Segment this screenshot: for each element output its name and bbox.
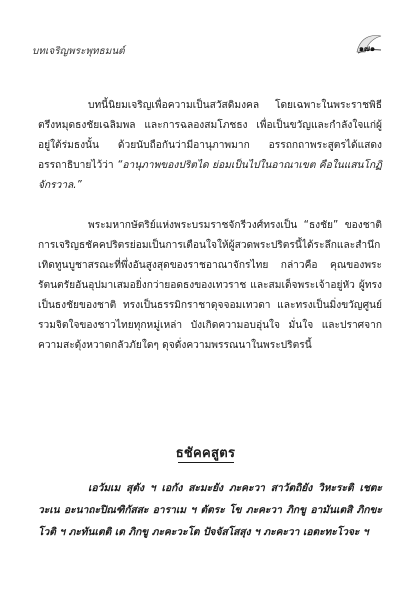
page-number: ๑๗๑ — [358, 44, 376, 53]
intro-paragraph — [38, 96, 382, 196]
commentary-quote: “อานุภาพของปริตได ย่อมเป็นไปในอาณาเขต คือในแสนโกฏิจักรวาล.” — [38, 160, 382, 191]
intro-paragraph-text: บทนี้นิยมเจริญเพื่อความเป็นสวัสดิมงคล โดยเฉพาะในพระราชพิธีตรึงหมุดธงชัยเฉลิมพล และการฉลองสมโภชธง เพื่อเป็นขวัญและกำลังใจแก่ผู้อยู่ใต้ร่มธงนั้น ด้วยนับถือกันว่ามีอานุภาพมาก อรรถกถาพระสูตรได้แสดงอรรถาธิบายไว้ว่า — [38, 100, 382, 171]
pali-chant-text — [38, 478, 382, 544]
running-header-title: บทเจริญพระพุทธมนต์ — [32, 46, 125, 57]
page-number-emblem — [354, 32, 384, 58]
title-underline — [178, 462, 234, 463]
sutta-title: ธชัคคสูตร — [175, 446, 236, 461]
royal-paragraph-text: พระมหากษัตริย์แห่งพระบรมราชจักรีวงศ์ทรงเป็น “ธงชัย” ของชาติการเจริญธชัคคปริตรย่อมเป็นการเตือนใจให้ผู้สวดพระปริตรนี้ได้ระลึกและสำนึกเทิดทูนบูชาสรณะที่พึ่งอันสูงสุดของราชอาณาจักรไทย กล่าวคือ คุณของพระรัตนตรัยอันอุปมาเสมอยิ่งกว่ายอดธงของเทวราช และสมเด็จพระเจ้าอยู่หัว ผู้ทรงเป็นธงชัยของชาติ ทรงเป็นธรรมิกราชาดุจจอมเทวดา และทรงเป็นมิ่งขวัญศูนย์รวมจิตใจของชาวไทยทุกหมู่เหล่า บังเกิดความอบอุ่นใจ มั่นใจ และปราศจากความสะดุ้งหวาดกลัวภัยใดๆ ดุจดั่งความพรรณนาในพระปริตรนี้ — [38, 220, 382, 351]
pali-chant-content: เอวัมเม สุตัง ฯ เอกัง สะมะยัง ภะคะวา สาวัตถิยัง วิหะระติ เชตะวะเน อะนาถะปิณฑิกัสสะ อาราเม ฯ ตัตระ โข ภะคะวา ภิกขู อามันเตสิ ภิกขะโวติ ฯ ภะทันเตติ เต ภิกขู ภะคะวะโต ปัจจัสโสสุง ฯ ภะคะวา เอตะทะโวจะ ฯ — [38, 483, 382, 538]
royal-paragraph — [38, 216, 382, 356]
